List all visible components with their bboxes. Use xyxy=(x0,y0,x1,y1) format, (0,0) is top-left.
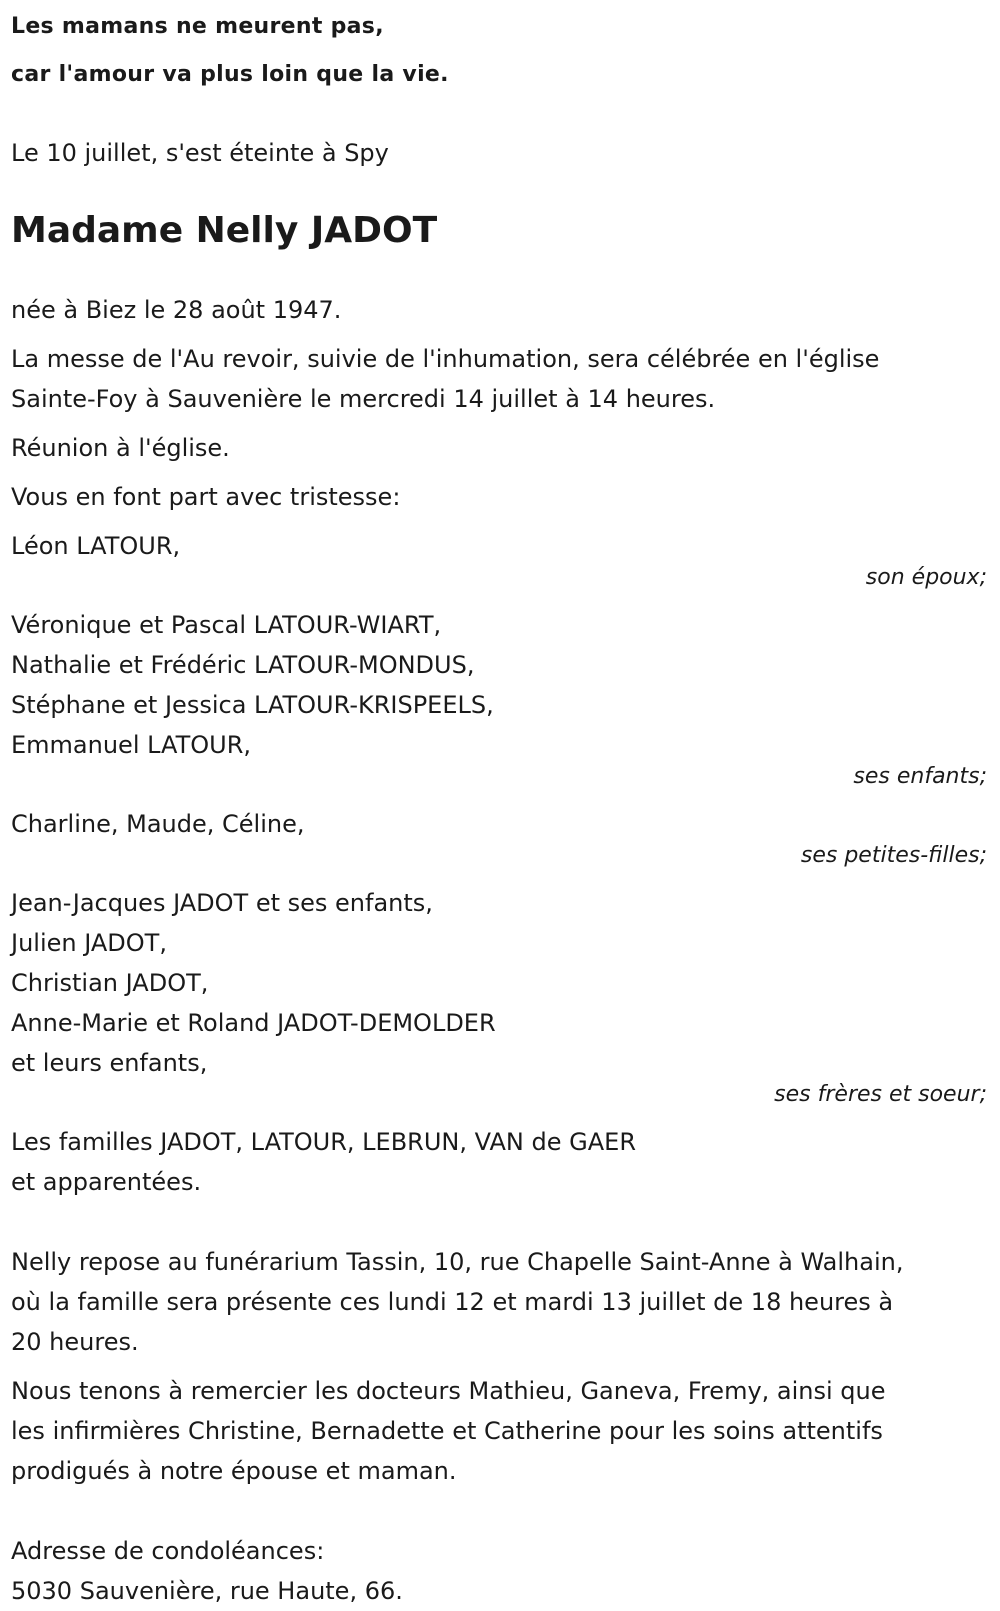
ceremony-line-1: La messe de l'Au revoir, suivie de l'inhumation, sera célébrée en l'église xyxy=(11,345,880,373)
family-list xyxy=(11,526,987,1202)
obituary-notice xyxy=(11,0,987,1611)
family-name: Anne-Marie et Roland JADOT-DEMOLDER xyxy=(11,1009,496,1037)
funerarium-line: où la famille sera présente ces lundi 12 et mardi 13 juillet de 18 heures à xyxy=(11,1288,894,1316)
family-group-spouse xyxy=(11,526,987,590)
family-name: Julien JADOT, xyxy=(11,929,167,957)
condolences-address: 5030 Sauvenière, rue Haute, 66. xyxy=(11,1577,403,1605)
family-role: ses petites-filles; xyxy=(800,843,987,868)
family-name: Christian JADOT, xyxy=(11,969,209,997)
family-name: et apparentées. xyxy=(11,1168,202,1196)
funerarium-line: Nelly repose au funérarium Tassin, 10, rue Chapelle Saint-Anne à Walhain, xyxy=(11,1248,904,1276)
family-name: Jean-Jacques JADOT et ses enfants, xyxy=(11,889,433,917)
family-group-siblings xyxy=(11,883,987,1107)
condolences-label: Adresse de condoléances: xyxy=(11,1537,325,1565)
family-name: Charline, Maude, Céline, xyxy=(11,810,305,838)
family-name: Léon LATOUR, xyxy=(11,532,181,560)
funerarium-line: 20 heures. xyxy=(11,1328,139,1356)
thanks-line: prodigués à notre épouse et maman. xyxy=(11,1457,457,1485)
condolences-info xyxy=(11,1531,987,1611)
family-name: Nathalie et Frédéric LATOUR-MONDUS, xyxy=(11,651,475,679)
family-group-children xyxy=(11,605,987,789)
deceased-name: Madame Nelly JADOT xyxy=(11,210,438,251)
epigraph xyxy=(11,3,987,99)
funerarium-info xyxy=(11,1242,987,1362)
epigraph-line-1: Les mamans ne meurent pas, xyxy=(11,14,384,39)
birth-info: née à Biez le 28 août 1947. xyxy=(11,296,342,324)
family-role: ses enfants; xyxy=(853,764,987,789)
family-name: Véronique et Pascal LATOUR-WIART, xyxy=(11,611,442,639)
ceremony-line-2: Sainte-Foy à Sauvenière le mercredi 14 juillet à 14 heures. xyxy=(11,385,716,413)
family-name: Stéphane et Jessica LATOUR-KRISPEELS, xyxy=(11,691,494,719)
family-group-relatives xyxy=(11,1122,987,1202)
family-name: et leurs enfants, xyxy=(11,1049,208,1077)
family-role: ses frères et soeur; xyxy=(774,1082,987,1107)
ceremony-info xyxy=(11,339,987,419)
family-name: Emmanuel LATOUR, xyxy=(11,731,252,759)
intro-text: Le 10 juillet, s'est éteinte à Spy xyxy=(11,139,389,167)
thanks-line: Nous tenons à remercier les docteurs Mathieu, Ganeva, Fremy, ainsi que xyxy=(11,1377,886,1405)
epigraph-line-2: car l'amour va plus loin que la vie. xyxy=(11,62,449,87)
family-group-granddaughters xyxy=(11,804,987,868)
announcement: Vous en font part avec tristesse: xyxy=(11,483,401,511)
family-role: son époux; xyxy=(865,565,987,590)
thanks-line: les infirmières Christine, Bernadette et Catherine pour les soins attentifs xyxy=(11,1417,883,1445)
meeting-info: Réunion à l'église. xyxy=(11,434,230,462)
family-name: Les familles JADOT, LATOUR, LEBRUN, VAN de GAER xyxy=(11,1128,636,1156)
thanks-info xyxy=(11,1371,987,1491)
